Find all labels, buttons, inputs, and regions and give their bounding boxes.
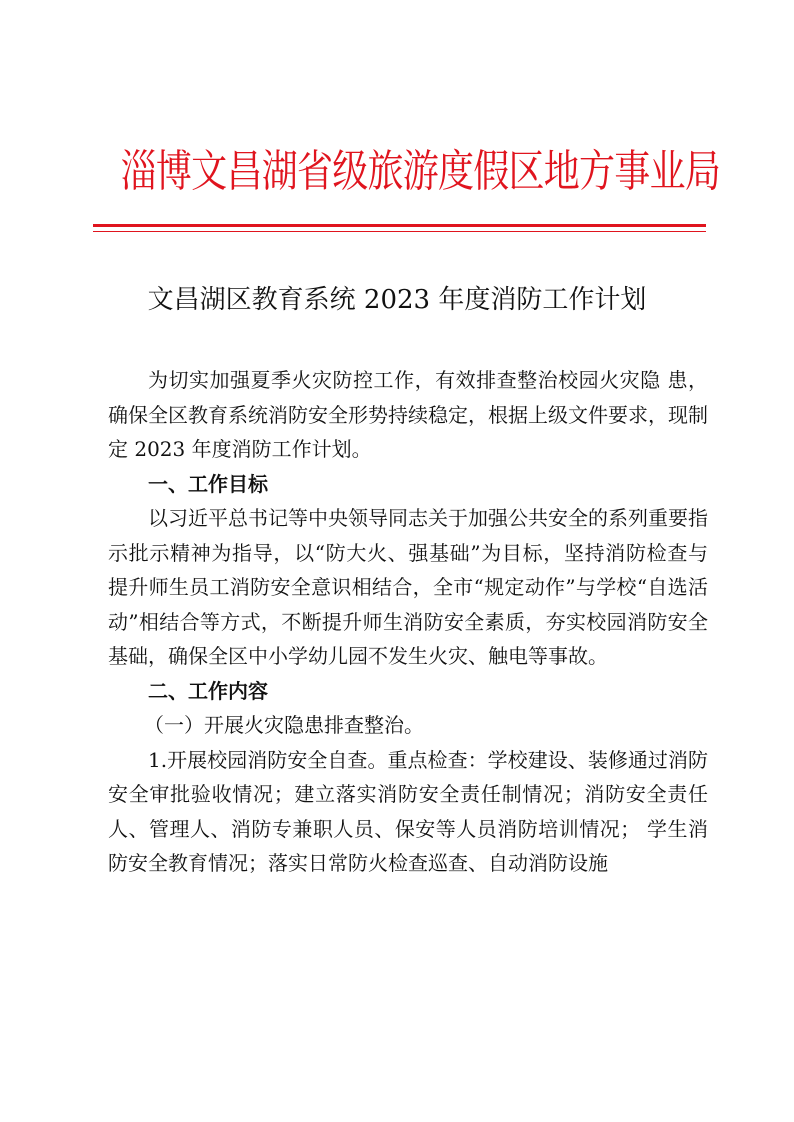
header-rule-thin bbox=[93, 231, 706, 232]
intro-paragraph: 为切实加强夏季火灾防控工作，有效排查整治校园火灾隐 患，确保全区教育系统消防安全形势持续稳定，根据上级文件要求，现制定 2023 年度消防工作计划。 bbox=[108, 368, 708, 461]
section-heading-goals: 一、工作目标 bbox=[148, 471, 268, 496]
organization-name: 淄博文昌湖省级旅游度假区地方事业局 bbox=[120, 146, 721, 197]
goals-paragraph: 以习近平总书记等中央领导同志关于加强公共安全的系列重要指示批示精神为指导，以“防大火、强基础”为目标，坚持消防检查与提升师生员工消防安全意识相结合，全市“规定动作”与学校“自选活动”相结合等方式，不断提升师生消防安全素质，夯实校园消防安全基础，确保全区中小学幼儿园不发生火灾、触电等事故。 bbox=[108, 506, 708, 668]
subsection-heading: （一）开展火灾隐患排查整治。 bbox=[144, 713, 424, 737]
document-body bbox=[108, 363, 708, 881]
document-title: 文昌湖区教育系统 2023 年度消防工作计划 bbox=[147, 285, 647, 315]
section-heading-content: 二、工作内容 bbox=[148, 678, 268, 703]
header-rule-thick bbox=[93, 224, 706, 227]
item-paragraph: 1.开展校园消防安全自查。重点检查：学校建设、装修通过消防安全审批验收情况；建立落实消防安全责任制情况；消防安全责任人、管理人、消防专兼职人员、保安等人员消防培训情况； 学生消防安全教育情况；落实日常防火检查巡查、自动消防设施 bbox=[108, 747, 708, 875]
